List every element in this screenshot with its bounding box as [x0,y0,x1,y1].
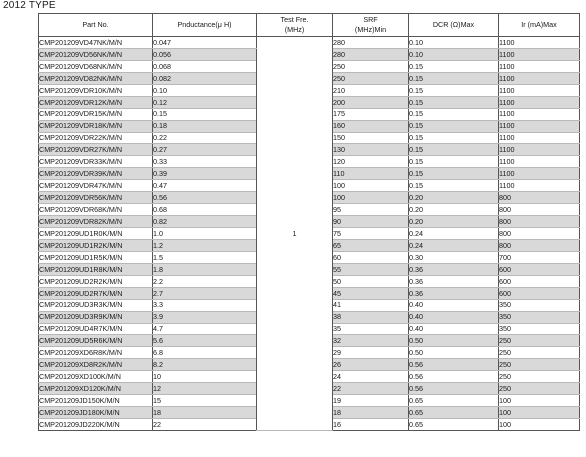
cell-ir: 1100 [499,60,580,72]
cell-dcr: 0.20 [409,204,499,216]
cell-inductance: 2.7 [153,287,257,299]
cell-inductance: 22 [153,419,257,431]
cell-dcr: 0.30 [409,251,499,263]
cell-srf: 130 [333,144,409,156]
table-body [39,37,580,431]
table-header-row [39,14,580,37]
cell-ir: 600 [499,287,580,299]
cell-part-no: CMP201209VD56NK/M/N [39,48,153,60]
cell-ir: 100 [499,407,580,419]
cell-ir: 100 [499,395,580,407]
cell-ir: 1100 [499,180,580,192]
cell-part-no: CMP201209JD150K/M/N [39,395,153,407]
cell-part-no: CMP201209VD82NK/M/N [39,72,153,84]
cell-inductance: 0.047 [153,37,257,49]
inductor-spec-table [38,13,580,431]
cell-ir: 250 [499,383,580,395]
cell-dcr: 0.20 [409,216,499,228]
cell-inductance: 0.15 [153,108,257,120]
cell-inductance: 0.68 [153,204,257,216]
cell-srf: 41 [333,299,409,311]
cell-inductance: 15 [153,395,257,407]
cell-inductance: 1.5 [153,251,257,263]
cell-srf: 60 [333,251,409,263]
cell-dcr: 0.56 [409,359,499,371]
cell-ir: 1100 [499,72,580,84]
cell-inductance: 6.8 [153,347,257,359]
cell-srf: 175 [333,108,409,120]
cell-ir: 250 [499,335,580,347]
cell-dcr: 0.15 [409,132,499,144]
cell-inductance: 3.9 [153,311,257,323]
cell-srf: 24 [333,371,409,383]
cell-dcr: 0.10 [409,37,499,49]
cell-srf: 45 [333,287,409,299]
cell-ir: 350 [499,299,580,311]
cell-part-no: CMP201209UD2R2K/M/N [39,275,153,287]
cell-srf: 100 [333,192,409,204]
cell-inductance: 0.068 [153,60,257,72]
cell-ir: 1100 [499,48,580,60]
cell-dcr: 0.50 [409,347,499,359]
cell-ir: 100 [499,419,580,431]
cell-ir: 1100 [499,120,580,132]
cell-inductance: 0.39 [153,168,257,180]
cell-part-no: CMP201209VDR68K/M/N [39,204,153,216]
cell-part-no: CMP201209VDR22K/M/N [39,132,153,144]
cell-srf: 16 [333,419,409,431]
cell-ir: 1100 [499,132,580,144]
table-row [39,37,580,49]
cell-inductance: 0.12 [153,96,257,108]
cell-part-no: CMP201209XD8R2K/M/N [39,359,153,371]
cell-part-no: CMP201209UD1R5K/M/N [39,251,153,263]
cell-srf: 160 [333,120,409,132]
cell-srf: 200 [333,96,409,108]
cell-ir: 1100 [499,96,580,108]
header-srf [333,14,409,37]
cell-part-no: CMP201209VDR56K/M/N [39,192,153,204]
cell-dcr: 0.15 [409,120,499,132]
cell-srf: 18 [333,407,409,419]
cell-ir: 700 [499,251,580,263]
cell-inductance: 0.47 [153,180,257,192]
cell-dcr: 0.15 [409,60,499,72]
cell-srf: 250 [333,72,409,84]
cell-srf: 19 [333,395,409,407]
cell-srf: 150 [333,132,409,144]
cell-part-no: CMP201209UD1R2K/M/N [39,239,153,251]
cell-dcr: 0.40 [409,299,499,311]
cell-dcr: 0.15 [409,96,499,108]
cell-ir: 250 [499,347,580,359]
cell-part-no: CMP201209VDR10K/M/N [39,84,153,96]
cell-dcr: 0.20 [409,192,499,204]
cell-ir: 250 [499,371,580,383]
cell-inductance: 0.22 [153,132,257,144]
cell-part-no: CMP201209VDR33K/M/N [39,156,153,168]
cell-part-no: CMP201209VDR27K/M/N [39,144,153,156]
header-dcr: DCR (Ω)Max [409,14,499,37]
cell-dcr: 0.15 [409,84,499,96]
header-test-frequency-label: Test Fre. [280,15,309,24]
cell-inductance: 1.0 [153,228,257,240]
cell-dcr: 0.36 [409,275,499,287]
cell-inductance: 12 [153,383,257,395]
header-ir: Ir (mA)Max [499,14,580,37]
cell-part-no: CMP201209XD6R8K/M/N [39,347,153,359]
cell-inductance: 0.18 [153,120,257,132]
cell-dcr: 0.40 [409,311,499,323]
cell-ir: 800 [499,228,580,240]
cell-inductance: 0.56 [153,192,257,204]
cell-part-no: CMP201209VDR15K/M/N [39,108,153,120]
cell-inductance: 0.082 [153,72,257,84]
cell-ir: 800 [499,204,580,216]
cell-srf: 90 [333,216,409,228]
cell-ir: 1100 [499,108,580,120]
cell-part-no: CMP201209XD120K/M/N [39,383,153,395]
cell-srf: 26 [333,359,409,371]
cell-srf: 75 [333,228,409,240]
cell-dcr: 0.24 [409,228,499,240]
cell-part-no: CMP201209UD4R7K/M/N [39,323,153,335]
cell-ir: 250 [499,359,580,371]
cell-inductance: 0.33 [153,156,257,168]
cell-ir: 1100 [499,168,580,180]
cell-test-frequency: 1 [257,37,333,431]
cell-part-no: CMP201209VD47NK/M/N [39,37,153,49]
cell-srf: 280 [333,48,409,60]
cell-inductance: 1.2 [153,239,257,251]
cell-dcr: 0.36 [409,287,499,299]
cell-srf: 280 [333,37,409,49]
cell-part-no: CMP201209VD68NK/M/N [39,60,153,72]
cell-ir: 1100 [499,37,580,49]
cell-ir: 1100 [499,156,580,168]
cell-ir: 350 [499,323,580,335]
cell-srf: 55 [333,263,409,275]
cell-ir: 350 [499,311,580,323]
header-inductance: Pnductance(μ H) [153,14,257,37]
cell-part-no: CMP201209VDR82K/M/N [39,216,153,228]
cell-srf: 29 [333,347,409,359]
cell-dcr: 0.15 [409,180,499,192]
cell-dcr: 0.36 [409,263,499,275]
cell-part-no: CMP201209XD100K/M/N [39,371,153,383]
header-srf-unit: (MHz)Min [354,25,387,34]
cell-inductance: 0.10 [153,84,257,96]
cell-part-no: CMP201209UD3R9K/M/N [39,311,153,323]
cell-dcr: 0.15 [409,108,499,120]
cell-dcr: 0.24 [409,239,499,251]
cell-ir: 600 [499,263,580,275]
cell-dcr: 0.15 [409,144,499,156]
header-test-frequency [257,14,333,37]
cell-part-no: CMP201209UD1R8K/M/N [39,263,153,275]
cell-dcr: 0.65 [409,419,499,431]
cell-dcr: 0.15 [409,156,499,168]
cell-srf: 100 [333,180,409,192]
cell-ir: 1100 [499,144,580,156]
cell-srf: 50 [333,275,409,287]
page-title: 2012 TYPE [3,0,56,11]
cell-dcr: 0.10 [409,48,499,60]
cell-ir: 1100 [499,84,580,96]
header-test-frequency-unit: (MHz) [284,25,305,34]
cell-ir: 800 [499,192,580,204]
cell-part-no: CMP201209UD5R6K/M/N [39,335,153,347]
cell-dcr: 0.15 [409,168,499,180]
cell-srf: 38 [333,311,409,323]
cell-part-no: CMP201209JD180K/M/N [39,407,153,419]
cell-inductance: 5.6 [153,335,257,347]
cell-srf: 120 [333,156,409,168]
cell-inductance: 4.7 [153,323,257,335]
cell-srf: 32 [333,335,409,347]
cell-srf: 250 [333,60,409,72]
cell-dcr: 0.56 [409,371,499,383]
cell-srf: 22 [333,383,409,395]
header-srf-label: SRF [363,15,378,24]
cell-dcr: 0.65 [409,407,499,419]
cell-part-no: CMP201209VDR12K/M/N [39,96,153,108]
cell-ir: 800 [499,239,580,251]
cell-inductance: 3.3 [153,299,257,311]
cell-inductance: 10 [153,371,257,383]
cell-dcr: 0.15 [409,72,499,84]
cell-part-no: CMP201209JD220K/M/N [39,419,153,431]
cell-part-no: CMP201209VDR47K/M/N [39,180,153,192]
cell-part-no: CMP201209VDR18K/M/N [39,120,153,132]
cell-inductance: 0.82 [153,216,257,228]
cell-inductance: 0.056 [153,48,257,60]
cell-ir: 800 [499,216,580,228]
cell-srf: 110 [333,168,409,180]
cell-ir: 600 [499,275,580,287]
cell-dcr: 0.56 [409,383,499,395]
cell-part-no: CMP201209UD3R3K/M/N [39,299,153,311]
header-part-no: Part No. [39,14,153,37]
cell-inductance: 2.2 [153,275,257,287]
cell-dcr: 0.50 [409,335,499,347]
cell-part-no: CMP201209UD1R0K/M/N [39,228,153,240]
cell-dcr: 0.65 [409,395,499,407]
cell-part-no: CMP201209VDR39K/M/N [39,168,153,180]
cell-inductance: 0.27 [153,144,257,156]
cell-srf: 35 [333,323,409,335]
cell-inductance: 1.8 [153,263,257,275]
cell-part-no: CMP201209UD2R7K/M/N [39,287,153,299]
cell-srf: 65 [333,239,409,251]
cell-inductance: 18 [153,407,257,419]
cell-srf: 210 [333,84,409,96]
cell-inductance: 8.2 [153,359,257,371]
cell-srf: 95 [333,204,409,216]
cell-dcr: 0.40 [409,323,499,335]
